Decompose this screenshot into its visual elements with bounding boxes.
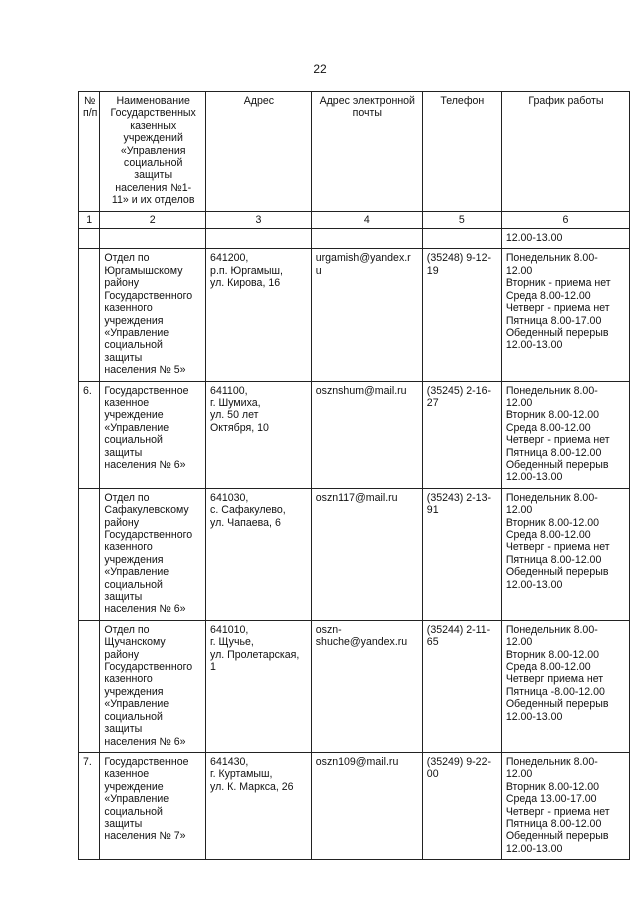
cell-address-line: с. Сафакулево, xyxy=(210,504,286,517)
cell-name-line: казенное xyxy=(104,768,150,781)
cell-email-line: oszn- xyxy=(315,623,342,636)
cell-schedule xyxy=(501,620,629,752)
cell-num: 6. xyxy=(79,381,100,488)
cell-address-line: ул. Чапаева, 6 xyxy=(210,516,281,529)
cell-address-line: р.п. Юргамыш, xyxy=(210,264,283,277)
cell-schedule-line: Обеденный перерыв xyxy=(505,326,609,339)
cell-num xyxy=(79,249,100,381)
cell-name-line: населения № 6» xyxy=(104,735,186,748)
cell-name-line: Отдел по xyxy=(104,491,150,504)
cell-num xyxy=(79,229,100,249)
header-name-line: защиты xyxy=(134,169,173,182)
cell-schedule-line: Среда 8.00-12.00 xyxy=(505,421,591,434)
table-header-row xyxy=(79,92,630,212)
cell-phone xyxy=(422,229,501,249)
cell-name-line: социальной xyxy=(104,578,163,591)
cell-name xyxy=(100,381,206,488)
header-name-line: социальной xyxy=(123,157,183,170)
cell-name xyxy=(100,249,206,381)
cell-name-line: Юргамышскому xyxy=(104,264,183,277)
cell-phone-line: (35248) 9-12- xyxy=(426,252,491,265)
cell-name-line: Отдел по xyxy=(104,623,150,636)
cell-email-line: osznshum@mail.ru xyxy=(315,384,407,397)
cell-address-line: 641200, xyxy=(210,252,249,265)
column-number: 5 xyxy=(422,211,501,228)
header-email xyxy=(311,92,422,212)
cell-email-line: oszn117@mail.ru xyxy=(315,491,398,504)
cell-phone xyxy=(422,752,501,859)
cell-num xyxy=(79,488,100,620)
cell-schedule xyxy=(501,249,629,381)
cell-schedule-line: Четверг - приема нет xyxy=(505,541,610,554)
column-number: 3 xyxy=(206,211,312,228)
cell-schedule xyxy=(501,752,629,859)
cell-name-line: социальной xyxy=(104,339,163,352)
cell-phone xyxy=(422,620,501,752)
cell-schedule-line: Вторник 8.00-12.00 xyxy=(505,409,600,422)
cell-phone xyxy=(422,381,501,488)
header-num-line: № xyxy=(83,95,96,107)
column-number: 2 xyxy=(100,211,206,228)
column-number: 4 xyxy=(311,211,422,228)
cell-schedule-line: Среда 8.00-12.00 xyxy=(505,289,591,302)
header-phone-line: Телефон xyxy=(440,95,485,107)
table-row xyxy=(79,752,630,859)
cell-phone-line: 19 xyxy=(426,264,439,277)
cell-name-line: Щучанскому xyxy=(104,636,166,649)
cell-address xyxy=(206,229,312,249)
cell-name-line: учреждения xyxy=(104,685,164,698)
table-row xyxy=(79,229,630,249)
page-number: 22 xyxy=(313,62,327,76)
cell-address-line: г. Шумиха, xyxy=(210,396,261,409)
cell-name-line: защиты xyxy=(104,591,143,604)
cell-address-line: ул. Кирова, 16 xyxy=(210,277,281,290)
cell-email-line: u xyxy=(315,264,322,277)
header-name-line: учреждений xyxy=(123,132,183,145)
table-row xyxy=(79,381,630,488)
cell-address-line: 641100, xyxy=(210,384,248,397)
cell-email xyxy=(311,229,422,249)
cell-name-line: социальной xyxy=(104,805,163,818)
cell-address-line: г. Щучье, xyxy=(210,636,254,649)
cell-schedule-line: Пятница 8.00-12.00 xyxy=(505,446,602,459)
cell-address xyxy=(206,752,312,859)
cell-schedule-line: Пятница 8.00-17.00 xyxy=(505,314,602,327)
cell-schedule-line: Четверг приема нет xyxy=(505,673,604,686)
column-number: 6 xyxy=(501,211,629,228)
cell-address xyxy=(206,249,312,381)
cell-name-line: казенного xyxy=(104,673,153,686)
cell-address xyxy=(206,620,312,752)
cell-name-line: району xyxy=(104,648,140,661)
cell-name-line: учреждение xyxy=(104,409,164,422)
cell-schedule-line: Четверг - приема нет xyxy=(505,434,610,447)
cell-address-line: ул. Пролетарская, xyxy=(210,648,300,661)
table-row xyxy=(79,249,630,381)
cell-name xyxy=(100,488,206,620)
cell-schedule-line: Понедельник 8.00- xyxy=(505,623,598,636)
cell-name-line: защиты xyxy=(104,351,143,364)
cell-schedule-line: 12.00-13.00 xyxy=(505,842,563,855)
cell-phone-line: 65 xyxy=(426,636,439,649)
cell-name-line: учреждение xyxy=(104,780,164,793)
cell-schedule xyxy=(501,488,629,620)
cell-schedule-line: Вторник - приема нет xyxy=(505,277,611,290)
header-name-line: Наименование xyxy=(116,95,190,107)
cell-name-line: району xyxy=(104,516,140,529)
cell-name-line: Государственное xyxy=(104,755,189,768)
cell-name-line: «Управление xyxy=(104,698,170,711)
cell-address-line: 641030, xyxy=(210,491,249,504)
cell-address-line: ул. К. Маркса, 26 xyxy=(210,780,294,793)
cell-phone-line: (35245) 2-16- xyxy=(426,384,491,397)
cell-name-line: казенного xyxy=(104,541,153,554)
cell-schedule-line: Четверг - приема нет xyxy=(505,805,610,818)
cell-schedule-line: 12.00-13.00 xyxy=(505,232,563,245)
cell-schedule-line: Среда 8.00-12.00 xyxy=(505,661,591,674)
cell-schedule-line: Пятница 8.00-12.00 xyxy=(505,553,602,566)
cell-name-line: «Управление xyxy=(104,421,170,434)
cell-name-line: социальной xyxy=(104,710,163,723)
cell-name-line: «Управление xyxy=(104,326,170,339)
cell-name xyxy=(100,620,206,752)
header-schedule-line: График работы xyxy=(528,95,604,107)
cell-schedule xyxy=(501,229,629,249)
table-body xyxy=(79,211,630,860)
cell-name-line: защиты xyxy=(104,446,143,459)
cell-phone-line: (35244) 2-11- xyxy=(426,623,491,636)
table-row xyxy=(79,488,630,620)
column-number-row xyxy=(79,211,630,228)
institutions-table xyxy=(78,91,630,860)
cell-schedule-line: Среда 13.00-17.00 xyxy=(505,793,597,806)
header-name-line: населения №1- xyxy=(115,181,192,194)
cell-phone-line: (35249) 9-22- xyxy=(426,755,491,768)
header-address xyxy=(206,92,312,212)
cell-address-line: г. Куртамыш, xyxy=(210,768,273,781)
cell-schedule-line: 12.00 xyxy=(505,768,533,781)
cell-name-line: «Управление xyxy=(104,793,170,806)
cell-name-line: населения № 7» xyxy=(104,830,186,843)
cell-schedule-line: Обеденный перерыв xyxy=(505,566,609,579)
cell-address-line: Октября, 10 xyxy=(210,421,269,434)
cell-email-line: oszn109@mail.ru xyxy=(315,755,399,768)
cell-address xyxy=(206,488,312,620)
cell-email-line: shuche@yandex.ru xyxy=(315,636,408,649)
header-name-line: Государственных xyxy=(110,107,196,120)
cell-schedule-line: 12.00-13.00 xyxy=(505,578,563,591)
cell-email xyxy=(311,249,422,381)
cell-schedule xyxy=(501,381,629,488)
cell-email xyxy=(311,620,422,752)
cell-schedule-line: 12.00 xyxy=(505,504,533,517)
column-number: 1 xyxy=(79,211,100,228)
header-phone xyxy=(422,92,501,212)
cell-address xyxy=(206,381,312,488)
cell-schedule-line: Обеденный перерыв xyxy=(505,830,609,843)
cell-name-line: населения № 6» xyxy=(104,458,186,471)
cell-name-line: социальной xyxy=(104,434,163,447)
cell-schedule-line: 12.00 xyxy=(505,396,533,409)
cell-name-line: Государственного xyxy=(104,289,193,302)
cell-schedule-line: Вторник 8.00-12.00 xyxy=(505,516,600,529)
cell-schedule-line: 12.00-13.00 xyxy=(505,339,563,352)
cell-address-line: ул. 50 лет xyxy=(210,409,259,422)
cell-email xyxy=(311,488,422,620)
cell-name-line: населения № 6» xyxy=(104,603,186,616)
cell-schedule-line: Вторник 8.00-12.00 xyxy=(505,780,600,793)
cell-schedule-line: 12.00 xyxy=(505,264,533,277)
cell-schedule-line: Вторник 8.00-12.00 xyxy=(505,648,600,661)
cell-phone-line: 00 xyxy=(426,768,439,781)
header-num-line: п/п xyxy=(83,107,98,120)
cell-schedule-line: Среда 8.00-12.00 xyxy=(505,529,591,541)
cell-schedule-line: Пятница 8.00-12.00 xyxy=(505,817,602,830)
header-num xyxy=(79,92,100,212)
header-name xyxy=(100,92,206,212)
cell-schedule-line: Пятница -8.00-12.00 xyxy=(505,685,605,698)
cell-email xyxy=(311,752,422,859)
cell-name-line: учреждения xyxy=(104,314,164,327)
cell-name xyxy=(100,752,206,859)
cell-schedule-line: Понедельник 8.00- xyxy=(505,491,598,504)
cell-phone xyxy=(422,249,501,381)
cell-name-line: учреждения xyxy=(104,553,164,566)
cell-address-line: 641430, xyxy=(210,755,249,768)
cell-name-line: казенное xyxy=(104,396,150,409)
cell-email xyxy=(311,381,422,488)
cell-schedule-line: Понедельник 8.00- xyxy=(505,252,598,265)
cell-num: 7. xyxy=(79,752,100,859)
cell-address-line: 1 xyxy=(210,661,216,674)
header-email-line: почты xyxy=(352,107,382,120)
cell-email-line: urgamish@yandex.r xyxy=(315,252,411,265)
header-schedule xyxy=(501,92,629,212)
cell-address-line: 641010, xyxy=(210,623,249,636)
cell-schedule-line: Понедельник 8.00- xyxy=(505,755,598,768)
cell-name-line: защиты xyxy=(104,817,143,830)
cell-schedule-line: 12.00 xyxy=(505,636,533,649)
header-address-line: Адрес xyxy=(243,95,275,107)
cell-name-line: Государственного xyxy=(104,661,193,674)
cell-name-line: населения № 5» xyxy=(104,364,186,377)
cell-schedule-line: 12.00-13.00 xyxy=(505,471,563,484)
cell-phone xyxy=(422,488,501,620)
cell-num xyxy=(79,620,100,752)
cell-name-line: Сафакулевскому xyxy=(104,504,189,517)
header-name-line: 11» и их отделов xyxy=(111,194,195,207)
header-email-line: Адрес электронной xyxy=(319,95,415,107)
cell-name-line: Государственного xyxy=(104,529,193,541)
header-name-line: «Управления xyxy=(120,144,186,157)
cell-schedule-line: Обеденный перерыв xyxy=(505,458,609,471)
cell-name-line: казенного xyxy=(104,302,153,315)
cell-schedule-line: Понедельник 8.00- xyxy=(505,384,598,397)
cell-schedule-line: Четверг - приема нет xyxy=(505,302,610,315)
cell-schedule-line: 12.00-13.00 xyxy=(505,710,563,723)
cell-phone-line: (35243) 2-13- xyxy=(426,491,491,504)
table-row xyxy=(79,620,630,752)
header-name-line: казенных xyxy=(130,119,177,132)
cell-phone-line: 27 xyxy=(426,396,439,409)
cell-name-line: Государственное xyxy=(104,384,189,397)
cell-name xyxy=(100,229,206,249)
cell-name-line: «Управление xyxy=(104,566,170,579)
cell-schedule-line: Обеденный перерыв xyxy=(505,698,609,711)
cell-name-line: району xyxy=(104,277,140,290)
cell-name-line: Отдел по xyxy=(104,252,150,265)
cell-name-line: защиты xyxy=(104,723,143,736)
cell-phone-line: 91 xyxy=(426,504,439,517)
